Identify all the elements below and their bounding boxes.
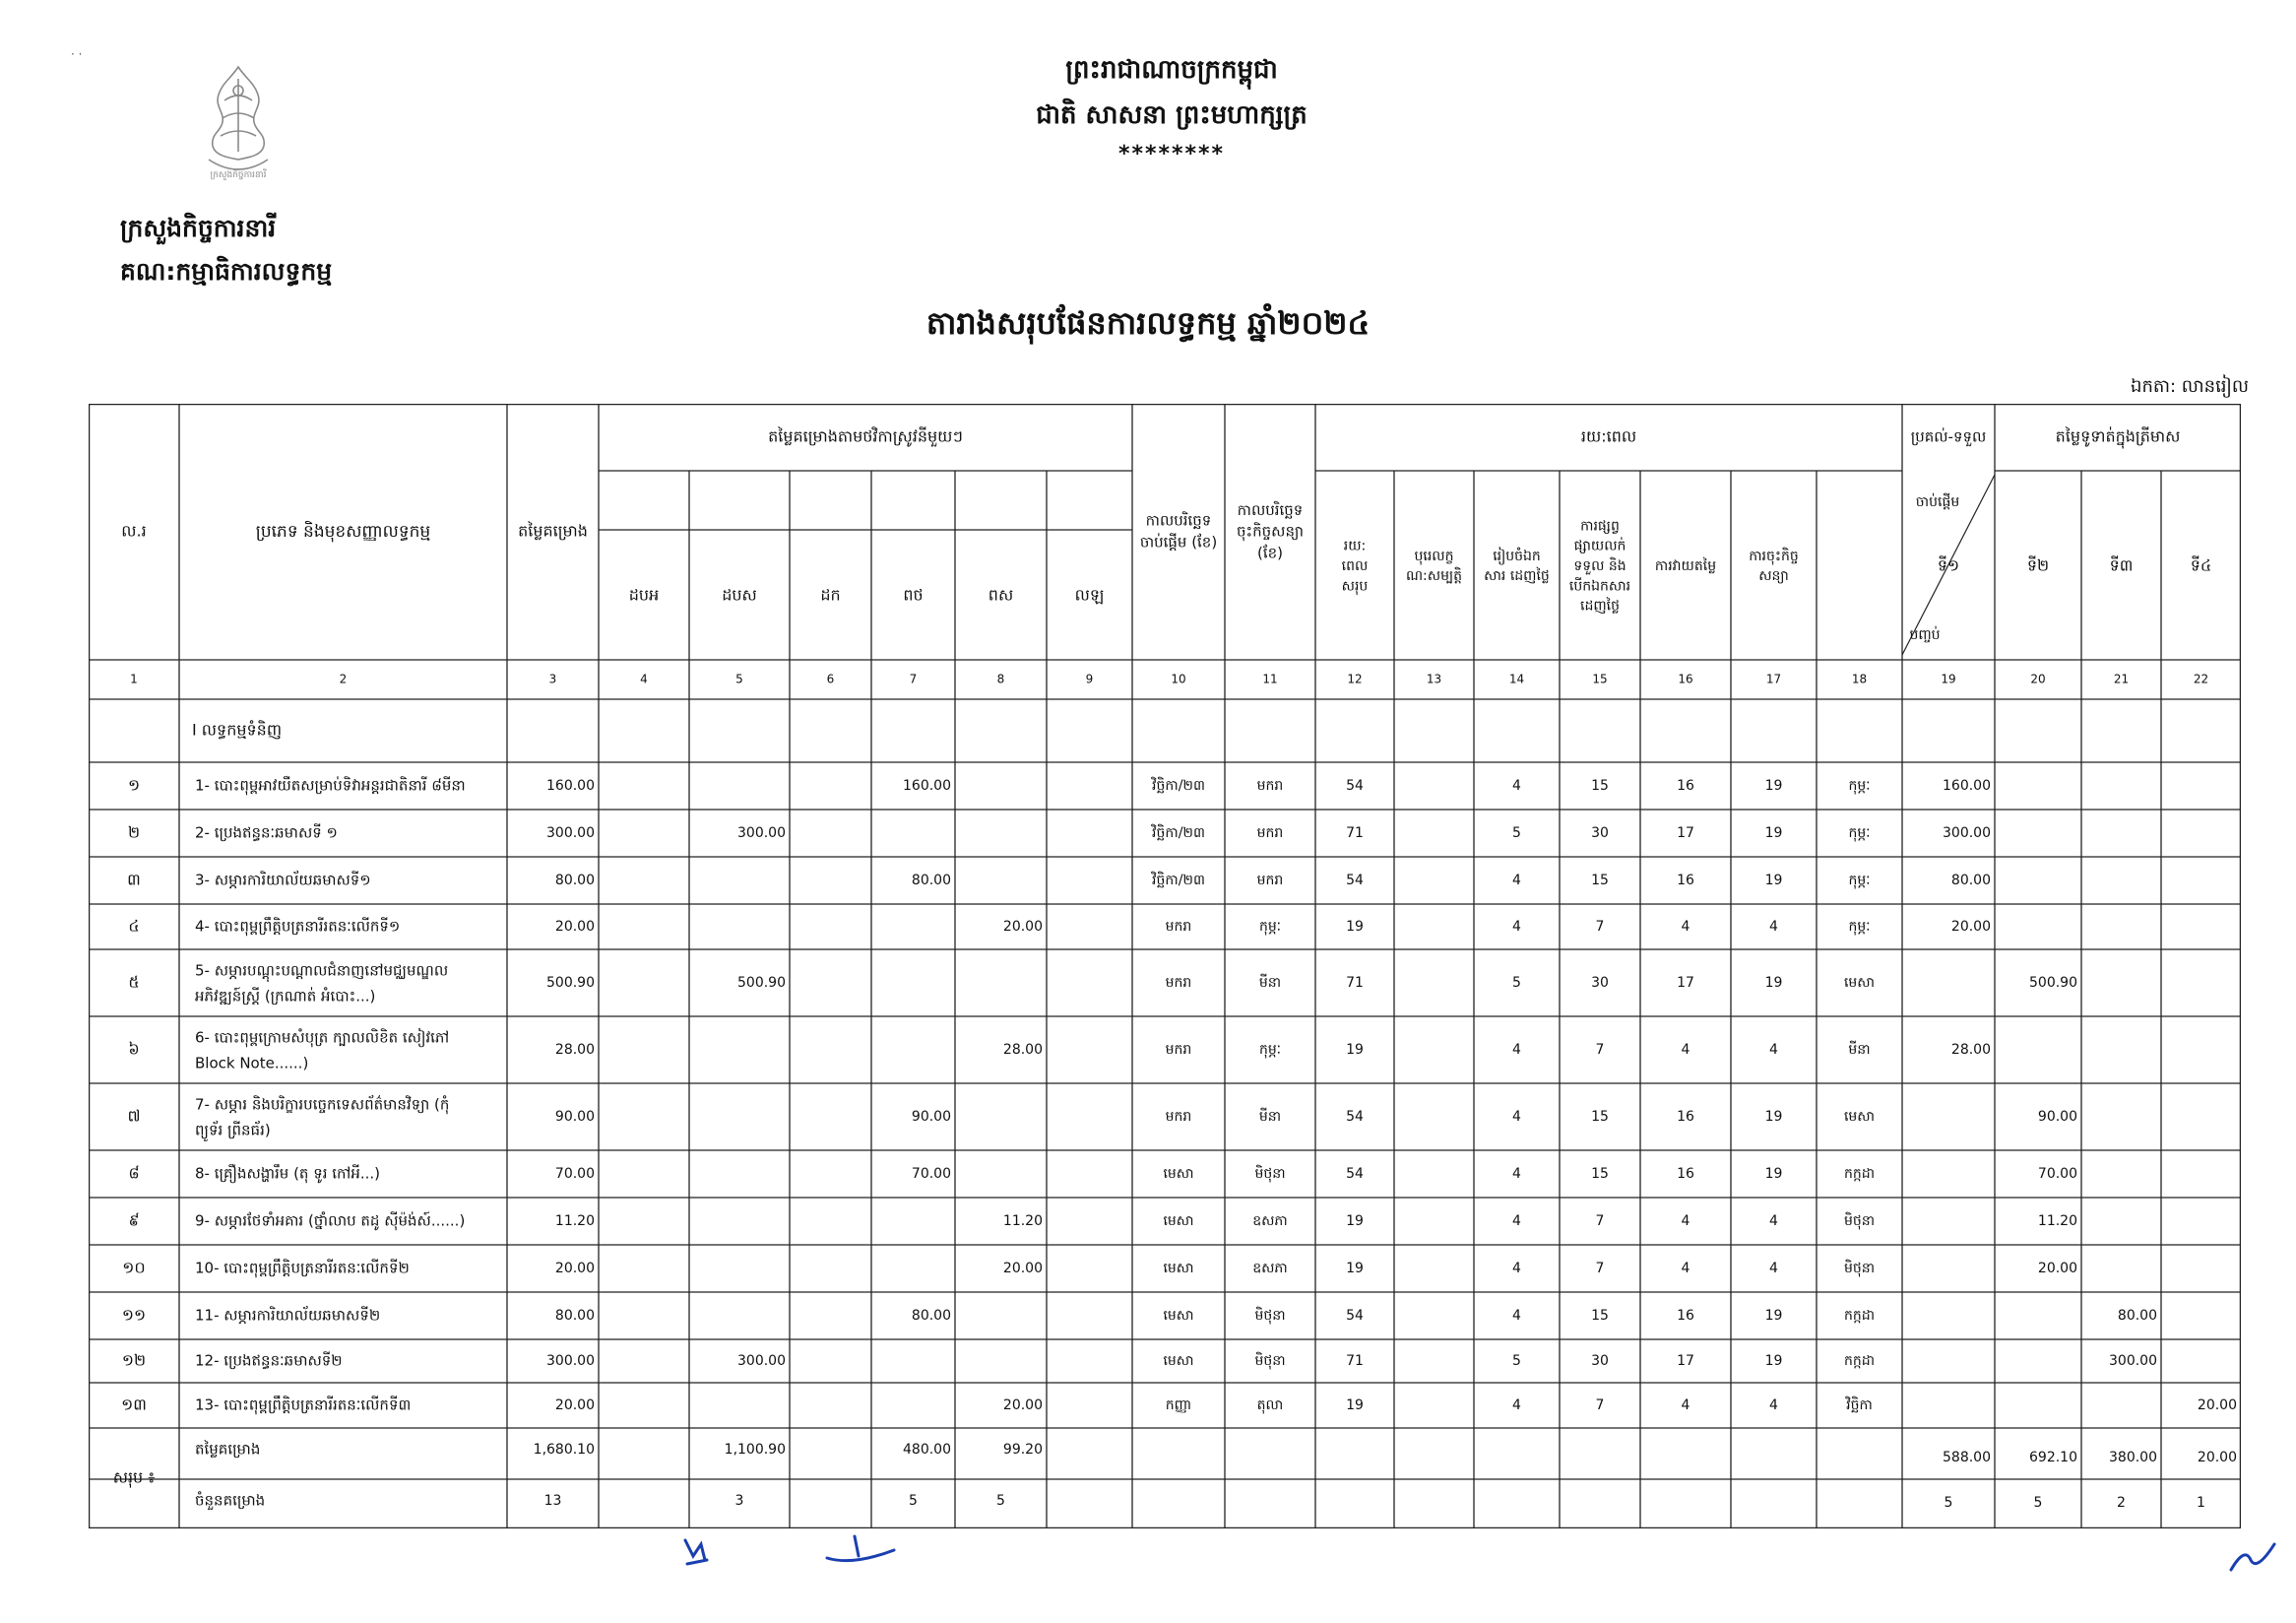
row-contract-period: មីនា <box>1258 1109 1282 1125</box>
header-duration-group: រយ:ពេល <box>1580 426 1637 446</box>
row-budget: 90.00 <box>554 1109 595 1125</box>
row-duration-value: 54 <box>1346 1308 1364 1324</box>
row-start-period: កញ្ញា <box>1165 1397 1192 1413</box>
row-funding-value: 70.00 <box>911 1166 951 1182</box>
summary-budget-total: 1,680.10 <box>533 1442 595 1458</box>
row-number: ១២ <box>121 1350 147 1370</box>
row-description: 10- បោះពុម្ពព្រឹត្តិបត្រនារីរតនៈលើកទី២ <box>195 1259 410 1277</box>
column-number: 16 <box>1678 672 1693 686</box>
row-number: ១៣ <box>121 1395 147 1414</box>
row-number: ៥ <box>128 972 140 992</box>
row-duration-value: 4 <box>1512 778 1521 794</box>
row-duration-value: 4 <box>1769 1397 1778 1413</box>
header-funding-col: ពស <box>988 585 1014 605</box>
row-contract-period: មិថុនា <box>1254 1353 1286 1369</box>
column-number: 20 <box>2030 672 2046 686</box>
row-quarter-value: 28.00 <box>1950 1042 1991 1058</box>
header-start-period: ចាប់ផ្តើម (ខែ) <box>1139 533 1218 552</box>
row-duration-value: 7 <box>1595 1213 1605 1229</box>
row-budget: 20.00 <box>554 1261 595 1276</box>
header-duration-col: សារ ដេញថ្លៃ <box>1484 568 1550 585</box>
summary-quarter-count: 5 <box>2033 1495 2043 1511</box>
row-description: 5- សម្ភារបណ្ដុះបណ្ដាលជំនាញនៅមជ្ឈមណ្ឌល <box>195 961 449 980</box>
row-delivery: មេសា <box>1843 975 1876 991</box>
row-duration-value: 71 <box>1346 975 1364 991</box>
row-funding-value: 20.00 <box>1002 919 1043 935</box>
row-start-period: មេសា <box>1163 1308 1194 1324</box>
row-delivery: កុម្ភៈ <box>1848 825 1871 841</box>
header-funding-col: ដបអ <box>628 585 660 605</box>
row-description: 3- សម្ភារការិយាល័យឆមាសទី១ <box>195 871 371 889</box>
row-duration-value: 4 <box>1769 1213 1778 1229</box>
header-no: ល.រ <box>121 521 147 541</box>
row-duration-value: 4 <box>1681 1042 1690 1058</box>
row-contract-period: មករា <box>1256 778 1284 794</box>
row-contract-period: កុម្ភៈ <box>1258 1042 1282 1058</box>
summary-quarter-count: 2 <box>2117 1495 2126 1511</box>
row-number: ៩ <box>128 1210 140 1230</box>
row-duration-value: 54 <box>1346 778 1364 794</box>
row-quarter-value: 300.00 <box>1943 825 1991 841</box>
row-description: 7- សម្ភារ និងបរិក្ខារបច្ចេកទេសព័ត៌មានវិទ្យា (កុំ <box>195 1095 450 1114</box>
row-duration-value: 4 <box>1512 1042 1521 1058</box>
row-delivery: វិច្ឆិកា <box>1846 1397 1873 1413</box>
row-duration-value: 54 <box>1346 1166 1364 1182</box>
header-duration-col: ផ្សាយលក់ <box>1573 538 1626 554</box>
column-number: 22 <box>2193 672 2209 686</box>
header-delivery-end: បញ្ចប់ <box>1909 627 1941 643</box>
row-duration-value: 7 <box>1595 1261 1605 1276</box>
summary-count-label: ចំនួនគម្រោង <box>195 1491 266 1510</box>
row-description: 8- គ្រឿងសង្ហារឹម (តុ ទូរ កៅអី...) <box>195 1164 380 1183</box>
header-duration-col: ការវាយតម្លៃ <box>1654 558 1717 574</box>
national-header <box>985 47 1359 171</box>
row-duration-value: 7 <box>1595 1397 1605 1413</box>
row-budget: 20.00 <box>554 919 595 935</box>
row-duration-value: 4 <box>1681 1397 1690 1413</box>
unit-label: ឯកតា: លានរៀល <box>2131 376 2249 397</box>
row-budget: 28.00 <box>554 1042 595 1058</box>
summary-quarter-total: 20.00 <box>2197 1450 2237 1465</box>
row-quarter-value: 160.00 <box>1943 778 1991 794</box>
row-start-period: មករា <box>1165 1042 1192 1058</box>
row-start-period: វិច្ឆិកា/២៣ <box>1152 778 1205 794</box>
column-number: 15 <box>1592 672 1608 686</box>
column-number: 8 <box>996 672 1005 686</box>
header-duration-col: ដេញថ្លៃ <box>1580 598 1620 615</box>
row-delivery: កក្កដា <box>1843 1166 1876 1182</box>
row-funding-value: 300.00 <box>737 1353 786 1369</box>
row-delivery: មិថុនា <box>1843 1261 1876 1276</box>
national-motto: ជាតិ សាសនា ព្រះមហាក្សត្រ <box>1036 100 1307 130</box>
row-duration-value: 4 <box>1512 1166 1521 1182</box>
column-number: 11 <box>1262 672 1278 686</box>
summary-quarter-total: 692.10 <box>2029 1450 2077 1465</box>
row-contract-period: មិថុនា <box>1254 1308 1286 1324</box>
row-budget: 80.00 <box>554 1308 595 1324</box>
row-quarter-value: 20.00 <box>2037 1261 2077 1276</box>
header-start-period: កាលបរិច្ឆេទ <box>1145 511 1212 530</box>
column-number: 21 <box>2113 672 2130 686</box>
row-duration-value: 30 <box>1591 975 1609 991</box>
header-duration-col: ពេល <box>1341 558 1369 574</box>
row-funding-value: 80.00 <box>911 1308 951 1324</box>
row-delivery: មីនា <box>1848 1042 1871 1058</box>
row-duration-value: 4 <box>1769 1261 1778 1276</box>
column-number: 9 <box>1085 672 1094 686</box>
row-duration-value: 54 <box>1346 873 1364 888</box>
row-duration-value: 16 <box>1677 1308 1694 1324</box>
column-number: 10 <box>1171 672 1186 686</box>
header-contract-period: កាលបរិច្ឆេទ <box>1237 500 1304 519</box>
column-number: 2 <box>339 672 348 686</box>
issuer-block <box>120 207 332 293</box>
row-contract-period: ឧសភា <box>1252 1213 1288 1229</box>
row-number: ៣ <box>127 870 141 889</box>
row-duration-value: 17 <box>1677 825 1694 841</box>
row-budget: 500.90 <box>546 975 595 991</box>
row-number: ១១ <box>121 1305 147 1325</box>
column-number: 17 <box>1765 672 1782 686</box>
column-number: 3 <box>548 672 557 686</box>
table-grid <box>89 404 2241 1528</box>
row-duration-value: 4 <box>1512 919 1521 935</box>
summary-budget-label: តម្លៃគម្រោង <box>195 1440 261 1459</box>
row-start-period: មករា <box>1165 975 1192 991</box>
row-contract-period: មករា <box>1256 873 1284 888</box>
row-quarter-value: 80.00 <box>2117 1308 2157 1324</box>
row-duration-value: 4 <box>1512 1213 1521 1229</box>
header-duration-col: សន្យា <box>1758 568 1789 585</box>
document-title: តារាងសរុបផែនការលទ្ធកម្ម ឆ្នាំ២០២៤ <box>925 304 1371 342</box>
ministry-seal <box>179 61 297 187</box>
header-duration-col: សរុប <box>1341 578 1369 595</box>
svg-text:ក្រសួងកិច្ចការនារី: ក្រសួងកិច្ចការនារី <box>210 170 267 180</box>
row-duration-value: 17 <box>1677 1353 1694 1369</box>
row-duration-value: 4 <box>1681 919 1690 935</box>
row-description: អភិវឌ្ឍន៍ស្ត្រី (ក្រណាត់ អំបោះ...) <box>195 987 376 1006</box>
row-start-period: មករា <box>1165 919 1192 935</box>
row-duration-value: 7 <box>1595 1042 1605 1058</box>
row-duration-value: 5 <box>1512 1353 1521 1369</box>
row-quarter-value: 500.90 <box>2029 975 2077 991</box>
row-duration-value: 19 <box>1764 873 1783 888</box>
row-duration-value: 30 <box>1591 825 1609 841</box>
column-number: 5 <box>735 672 743 686</box>
row-description: 6- បោះពុម្ពក្រោមសំបុត្រ ក្បាលលិខិត សៀវភៅ <box>195 1028 450 1047</box>
row-contract-period: មីនា <box>1258 975 1282 991</box>
column-number: 14 <box>1508 672 1525 686</box>
row-description: 4- បោះពុម្ពព្រឹត្តិបត្រនារីរតនៈលើកទី១ <box>195 917 401 936</box>
row-start-period: វិច្ឆិកា/២៣ <box>1152 873 1205 888</box>
row-delivery: មេសា <box>1843 1109 1876 1125</box>
row-duration-value: 5 <box>1512 825 1521 841</box>
header-contract-period: (ខែ) <box>1257 544 1283 562</box>
summary-quarter-count: 1 <box>2197 1495 2205 1511</box>
header-budget: តម្លៃគម្រោង <box>518 521 588 541</box>
row-number: ១ <box>127 775 141 795</box>
header-duration-col: ការចុះកិច្ច <box>1749 548 1799 564</box>
row-contract-period: មករា <box>1256 825 1284 841</box>
committee-name: គណ:កម្មាធិការលទ្ធកម្ម <box>120 257 333 286</box>
row-duration-value: 19 <box>1346 1261 1364 1276</box>
row-duration-value: 15 <box>1591 873 1609 888</box>
row-contract-period: តុលា <box>1256 1397 1284 1413</box>
row-description: 9- សម្ភារថែទាំអគារ (ថ្នាំលាប តដូ ស៊ីម៉ង់ស៍......) <box>195 1211 466 1230</box>
column-number: 12 <box>1347 672 1363 686</box>
row-budget: 20.00 <box>554 1397 595 1413</box>
row-description: 13- បោះពុម្ពព្រឹត្តិបត្រនារីរតនៈលើកទី៣ <box>195 1396 412 1414</box>
procurement-plan-table <box>89 404 2241 1528</box>
row-delivery: កក្កដា <box>1843 1308 1876 1324</box>
summary-funding-count: 5 <box>909 1493 918 1509</box>
row-duration-value: 19 <box>1346 919 1364 935</box>
row-duration-value: 16 <box>1677 1109 1694 1125</box>
column-number: 19 <box>1941 672 1956 686</box>
row-duration-value: 7 <box>1595 919 1605 935</box>
row-number: ៨ <box>128 1163 140 1183</box>
summary-funding-total: 480.00 <box>903 1442 951 1458</box>
row-number: ៧ <box>127 1106 141 1126</box>
row-duration-value: 71 <box>1346 825 1364 841</box>
row-quarter-value: 20.00 <box>1950 919 1991 935</box>
row-delivery: កុម្ភៈ <box>1848 873 1871 888</box>
row-duration-value: 19 <box>1764 1166 1783 1182</box>
row-number: ៦ <box>128 1039 140 1059</box>
row-start-period: វិច្ឆិកា/២៣ <box>1152 825 1205 841</box>
row-budget: 70.00 <box>554 1166 595 1182</box>
row-quarter-value: 70.00 <box>2037 1166 2077 1182</box>
row-duration-value: 4 <box>1512 873 1521 888</box>
row-duration-value: 19 <box>1764 1353 1783 1369</box>
row-number: ១០ <box>122 1258 146 1277</box>
summary-funding-total: 99.20 <box>1002 1442 1043 1458</box>
row-funding-value: 20.00 <box>1002 1261 1043 1276</box>
header-duration-col: រយ: <box>1343 538 1367 554</box>
header-duration-col: ទទួល និង <box>1573 558 1626 574</box>
row-contract-period: កុម្ភៈ <box>1258 919 1282 935</box>
row-duration-value: 19 <box>1764 778 1783 794</box>
row-description: Block Note......) <box>195 1054 309 1072</box>
row-duration-value: 16 <box>1677 1166 1694 1182</box>
row-budget: 300.00 <box>546 825 595 841</box>
column-number: 6 <box>826 672 835 686</box>
row-delivery: កុម្ភៈ <box>1848 919 1871 935</box>
summary-funding-count: 5 <box>996 1493 1005 1509</box>
row-description: ព្យូទ័រ ព្រីនធ័រ) <box>195 1121 271 1139</box>
column-number: 13 <box>1426 672 1442 686</box>
header-funding-col: ដក <box>820 585 841 605</box>
ministry-name: ក្រសួងកិច្ចការនារី <box>120 214 277 242</box>
row-duration-value: 4 <box>1681 1213 1690 1229</box>
row-duration-value: 4 <box>1512 1308 1521 1324</box>
row-budget: 160.00 <box>546 778 595 794</box>
row-description: 12- ប្រេងឥន្ធនៈឆមាសទី២ <box>195 1351 343 1370</box>
row-start-period: មករា <box>1165 1109 1192 1125</box>
summary-count-total: 13 <box>543 1493 562 1509</box>
row-budget: 80.00 <box>554 873 595 888</box>
header-delivery: ប្រគល់-ទទួល <box>1910 427 1987 446</box>
header-funding-col: ពថ <box>903 585 924 605</box>
row-duration-value: 4 <box>1769 1042 1778 1058</box>
row-duration-value: 15 <box>1591 1308 1609 1324</box>
header-duration-col: រៀបចំឯក <box>1493 548 1541 564</box>
row-duration-value: 4 <box>1512 1397 1521 1413</box>
row-description: 2- ប្រេងឥន្ធនៈឆមាសទី ១ <box>195 823 338 842</box>
initial-mark-1 <box>679 1534 738 1574</box>
summary-funding-count: 3 <box>734 1493 744 1509</box>
row-funding-value: 300.00 <box>737 825 786 841</box>
row-funding-value: 80.00 <box>911 873 951 888</box>
header-duration-col: បើកឯកសារ <box>1568 578 1631 595</box>
row-description: 1- បោះពុម្ពអាវយឺតសម្រាប់ទិវាអន្តរជាតិនារី ៨មីនា <box>195 776 466 795</box>
section-label: I លទ្ធកម្មទំនិញ <box>192 720 283 740</box>
header-quarter-col: ទី១ <box>1937 555 1960 575</box>
column-number: 4 <box>640 672 648 686</box>
row-start-period: មេសា <box>1163 1213 1194 1229</box>
row-quarter-value: 90.00 <box>2037 1109 2077 1125</box>
header-duration-col: ណ:សម្បត្តិ <box>1405 568 1463 585</box>
header-divider: ******** <box>1117 142 1226 166</box>
row-quarter-value: 300.00 <box>2109 1353 2157 1369</box>
row-funding-value: 500.90 <box>737 975 786 991</box>
row-start-period: មេសា <box>1163 1166 1194 1182</box>
row-duration-value: 19 <box>1764 1308 1783 1324</box>
row-duration-value: 17 <box>1677 975 1694 991</box>
header-duration-col: បុរេលក្ខ <box>1414 548 1454 564</box>
row-quarter-value: 20.00 <box>2197 1397 2237 1413</box>
row-contract-period: ឧសភា <box>1252 1261 1288 1276</box>
row-duration-value: 19 <box>1346 1042 1364 1058</box>
row-budget: 11.20 <box>554 1213 595 1229</box>
header-quarter-col: ទី៤ <box>2190 555 2212 575</box>
row-delivery: កុម្ភៈ <box>1848 778 1871 794</box>
row-funding-value: 11.20 <box>1002 1213 1043 1229</box>
row-duration-value: 19 <box>1764 1109 1783 1125</box>
row-duration-value: 19 <box>1764 975 1783 991</box>
row-funding-value: 28.00 <box>1002 1042 1043 1058</box>
row-start-period: មេសា <box>1163 1353 1194 1369</box>
row-duration-value: 4 <box>1512 1261 1521 1276</box>
header-quarter-group: តម្លៃទូទាត់ក្នុងត្រីមាស <box>2055 426 2181 446</box>
row-delivery: មិថុនា <box>1843 1213 1876 1229</box>
header-contract-period: ចុះកិច្ចសន្យា <box>1237 522 1304 541</box>
row-duration-value: 4 <box>1512 1109 1521 1125</box>
row-duration-value: 16 <box>1677 873 1694 888</box>
initial-mark-3 <box>2225 1536 2284 1576</box>
row-budget: 300.00 <box>546 1353 595 1369</box>
summary-quarter-total: 588.00 <box>1943 1450 1991 1465</box>
header-type: ប្រភេទ និងមុខសញ្ញាលទ្ធកម្ម <box>255 522 431 542</box>
row-duration-value: 15 <box>1591 1109 1609 1125</box>
row-duration-value: 54 <box>1346 1109 1364 1125</box>
kingdom-title: ព្រះរាជាណាចក្រកម្ពុជា <box>1065 55 1278 85</box>
row-quarter-value: 80.00 <box>1950 873 1991 888</box>
header-quarter-col: ទី២ <box>2026 555 2050 575</box>
summary-funding-total: 1,100.90 <box>724 1442 786 1458</box>
row-duration-value: 19 <box>1346 1213 1364 1229</box>
row-funding-value: 20.00 <box>1002 1397 1043 1413</box>
header-funding-col: លឡ <box>1074 585 1105 605</box>
row-duration-value: 4 <box>1681 1261 1690 1276</box>
scan-speck: · · <box>71 47 83 61</box>
summary-quarter-total: 380.00 <box>2109 1450 2157 1465</box>
row-number: ២ <box>127 822 141 842</box>
row-duration-value: 15 <box>1591 1166 1609 1182</box>
row-contract-period: មិថុនា <box>1254 1166 1286 1182</box>
row-duration-value: 15 <box>1591 778 1609 794</box>
header-delivery-start: ចាប់ផ្តើម <box>1915 494 1960 510</box>
column-number: 1 <box>130 672 138 686</box>
summary-label: សរុប ៖ <box>112 1467 156 1487</box>
row-number: ៤ <box>128 916 140 936</box>
row-duration-value: 5 <box>1512 975 1521 991</box>
summary-quarter-count: 5 <box>1944 1495 1953 1511</box>
initial-mark-2 <box>823 1532 902 1572</box>
row-duration-value: 4 <box>1769 919 1778 935</box>
column-number: 7 <box>909 672 918 686</box>
row-funding-value: 90.00 <box>911 1109 951 1125</box>
header-funding-group: តម្លៃគម្រោងតាមថវិកាស្រូវនីមួយៗ <box>768 426 963 446</box>
row-delivery: កក្កដា <box>1843 1353 1876 1369</box>
row-duration-value: 30 <box>1591 1353 1609 1369</box>
row-duration-value: 71 <box>1346 1353 1364 1369</box>
row-duration-value: 19 <box>1764 825 1783 841</box>
row-start-period: មេសា <box>1163 1261 1194 1276</box>
header-funding-col: ដបស <box>722 585 757 605</box>
row-description: 11- សម្ភារការិយាល័យឆមាសទី២ <box>195 1306 381 1325</box>
header-quarter-col: ទី៣ <box>2109 555 2134 575</box>
row-duration-value: 19 <box>1346 1397 1364 1413</box>
row-funding-value: 160.00 <box>903 778 951 794</box>
header-duration-col: ការផ្សព្វ <box>1580 518 1620 535</box>
row-duration-value: 16 <box>1677 778 1694 794</box>
column-number: 18 <box>1851 672 1868 686</box>
row-quarter-value: 11.20 <box>2037 1213 2077 1229</box>
